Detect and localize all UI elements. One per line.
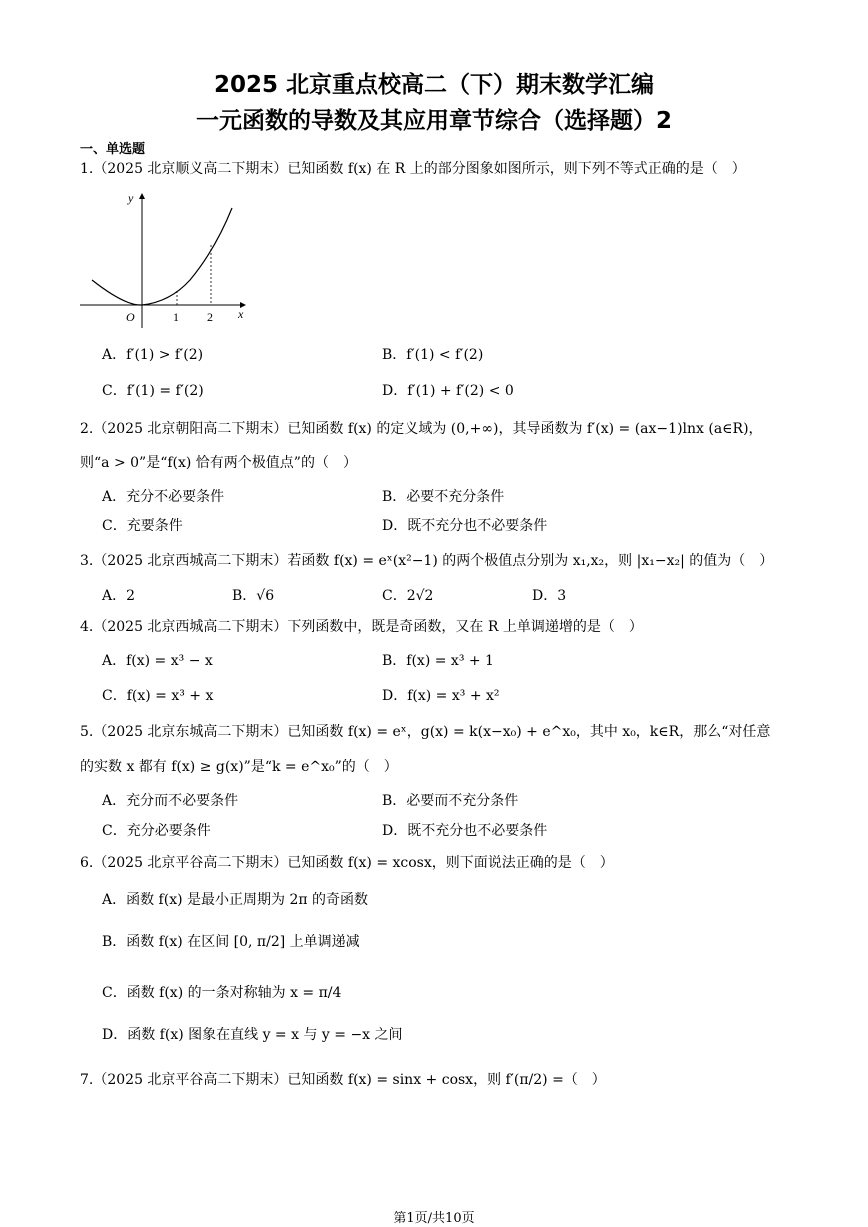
q3-option-d: D．3 (532, 588, 567, 604)
q6-option-d: D．函数 f(x) 图象在直线 y = x 与 y = −x 之间 (102, 1027, 403, 1043)
question-1-graph (80, 190, 250, 330)
q3-option-c: C．2√2 (382, 588, 434, 604)
q2-option-b: B．必要不充分条件 (382, 489, 505, 505)
question-5-stem-cont: 的实数 x 都有 f(x) ≥ g(x)”是“k = e^x₀”的（ ） (80, 759, 398, 775)
question-3-stem: 3.（2025 北京西城高二下期末）若函数 f(x) = eˣ(x²−1) 的两个极值点分别为 x₁,x₂，则 |x₁−x₂| 的值为（ ） (80, 553, 774, 569)
document-title: 2025 北京重点校高二（下）期末数学汇编 (213, 72, 655, 98)
document-subtitle: 一元函数的导数及其应用章节综合（选择题）2 (195, 108, 672, 134)
tick-1-label: 1 (173, 310, 179, 324)
question-2-stem-cont: 则“a > 0”是“f(x) 恰有两个极值点”的（ ） (80, 455, 357, 471)
q4-option-b: B．f(x) = x³ + 1 (382, 653, 494, 669)
y-axis-label: y (128, 191, 134, 205)
section-heading: 一、单选题 (80, 142, 146, 157)
q2-option-a: A．充分不必要条件 (102, 489, 225, 505)
q4-option-a: A．f(x) = x³ − x (102, 653, 213, 669)
q1-option-b: B．f′(1) < f′(2) (382, 347, 484, 363)
page-footer: 第1页/共10页 (393, 1211, 475, 1226)
q1-option-a: A．f′(1) > f′(2) (102, 347, 204, 363)
q2-option-d: D．既不充分也不必要条件 (382, 518, 548, 534)
tick-2-label: 2 (207, 310, 213, 324)
q1-option-c: C．f′(1) = f′(2) (102, 383, 204, 399)
q4-option-c: C．f(x) = x³ + x (102, 688, 214, 704)
origin-label: O (126, 310, 135, 324)
question-1-stem: 1.（2025 北京顺义高二下期末）已知函数 f(x) 在 R 上的部分图象如图所示，则下列不等式正确的是（ ） (80, 161, 746, 177)
question-2-stem: 2.（2025 北京朝阳高二下期末）已知函数 f(x) 的定义域为 (0,+∞)，其导函数为 f′(x) = (ax−1)lnx (a∈R)， (80, 421, 763, 437)
q6-option-a: A．函数 f(x) 是最小正周期为 2π 的奇函数 (102, 892, 369, 908)
q5-option-b: B．必要而不充分条件 (382, 793, 519, 809)
q6-option-c: C．函数 f(x) 的一条对称轴为 x = π/4 (102, 985, 342, 1001)
q5-option-d: D．既不充分也不必要条件 (382, 823, 548, 839)
q5-option-a: A．充分而不必要条件 (102, 793, 239, 809)
question-7-stem: 7.（2025 北京平谷高二下期末）已知函数 f(x) = sinx + cosx，则 f′(π/2) =（ ） (80, 1072, 606, 1088)
q2-option-c: C．充要条件 (102, 518, 183, 534)
question-4-stem: 4.（2025 北京西城高二下期末）下列函数中，既是奇函数，又在 R 上单调递增的是（ ） (80, 619, 643, 635)
q3-option-b: B．√6 (232, 588, 275, 604)
question-6-stem: 6.（2025 北京平谷高二下期末）已知函数 f(x) = xcosx，则下面说法正确的是（ ） (80, 855, 614, 871)
q5-option-c: C．充分必要条件 (102, 823, 211, 839)
q4-option-d: D．f(x) = x³ + x² (382, 688, 500, 704)
q6-option-b: B．函数 f(x) 在区间 [0, π/2] 上单调递减 (102, 934, 360, 950)
question-5-stem: 5.（2025 北京东城高二下期末）已知函数 f(x) = eˣ，g(x) = k(x−x₀) + e^x₀，其中 x₀，k∈R，那么“对任意 (80, 724, 771, 740)
q3-option-a: A．2 (102, 588, 136, 604)
x-axis-label: x (238, 307, 244, 321)
q1-option-d: D．f′(1) + f′(2) < 0 (382, 383, 514, 399)
